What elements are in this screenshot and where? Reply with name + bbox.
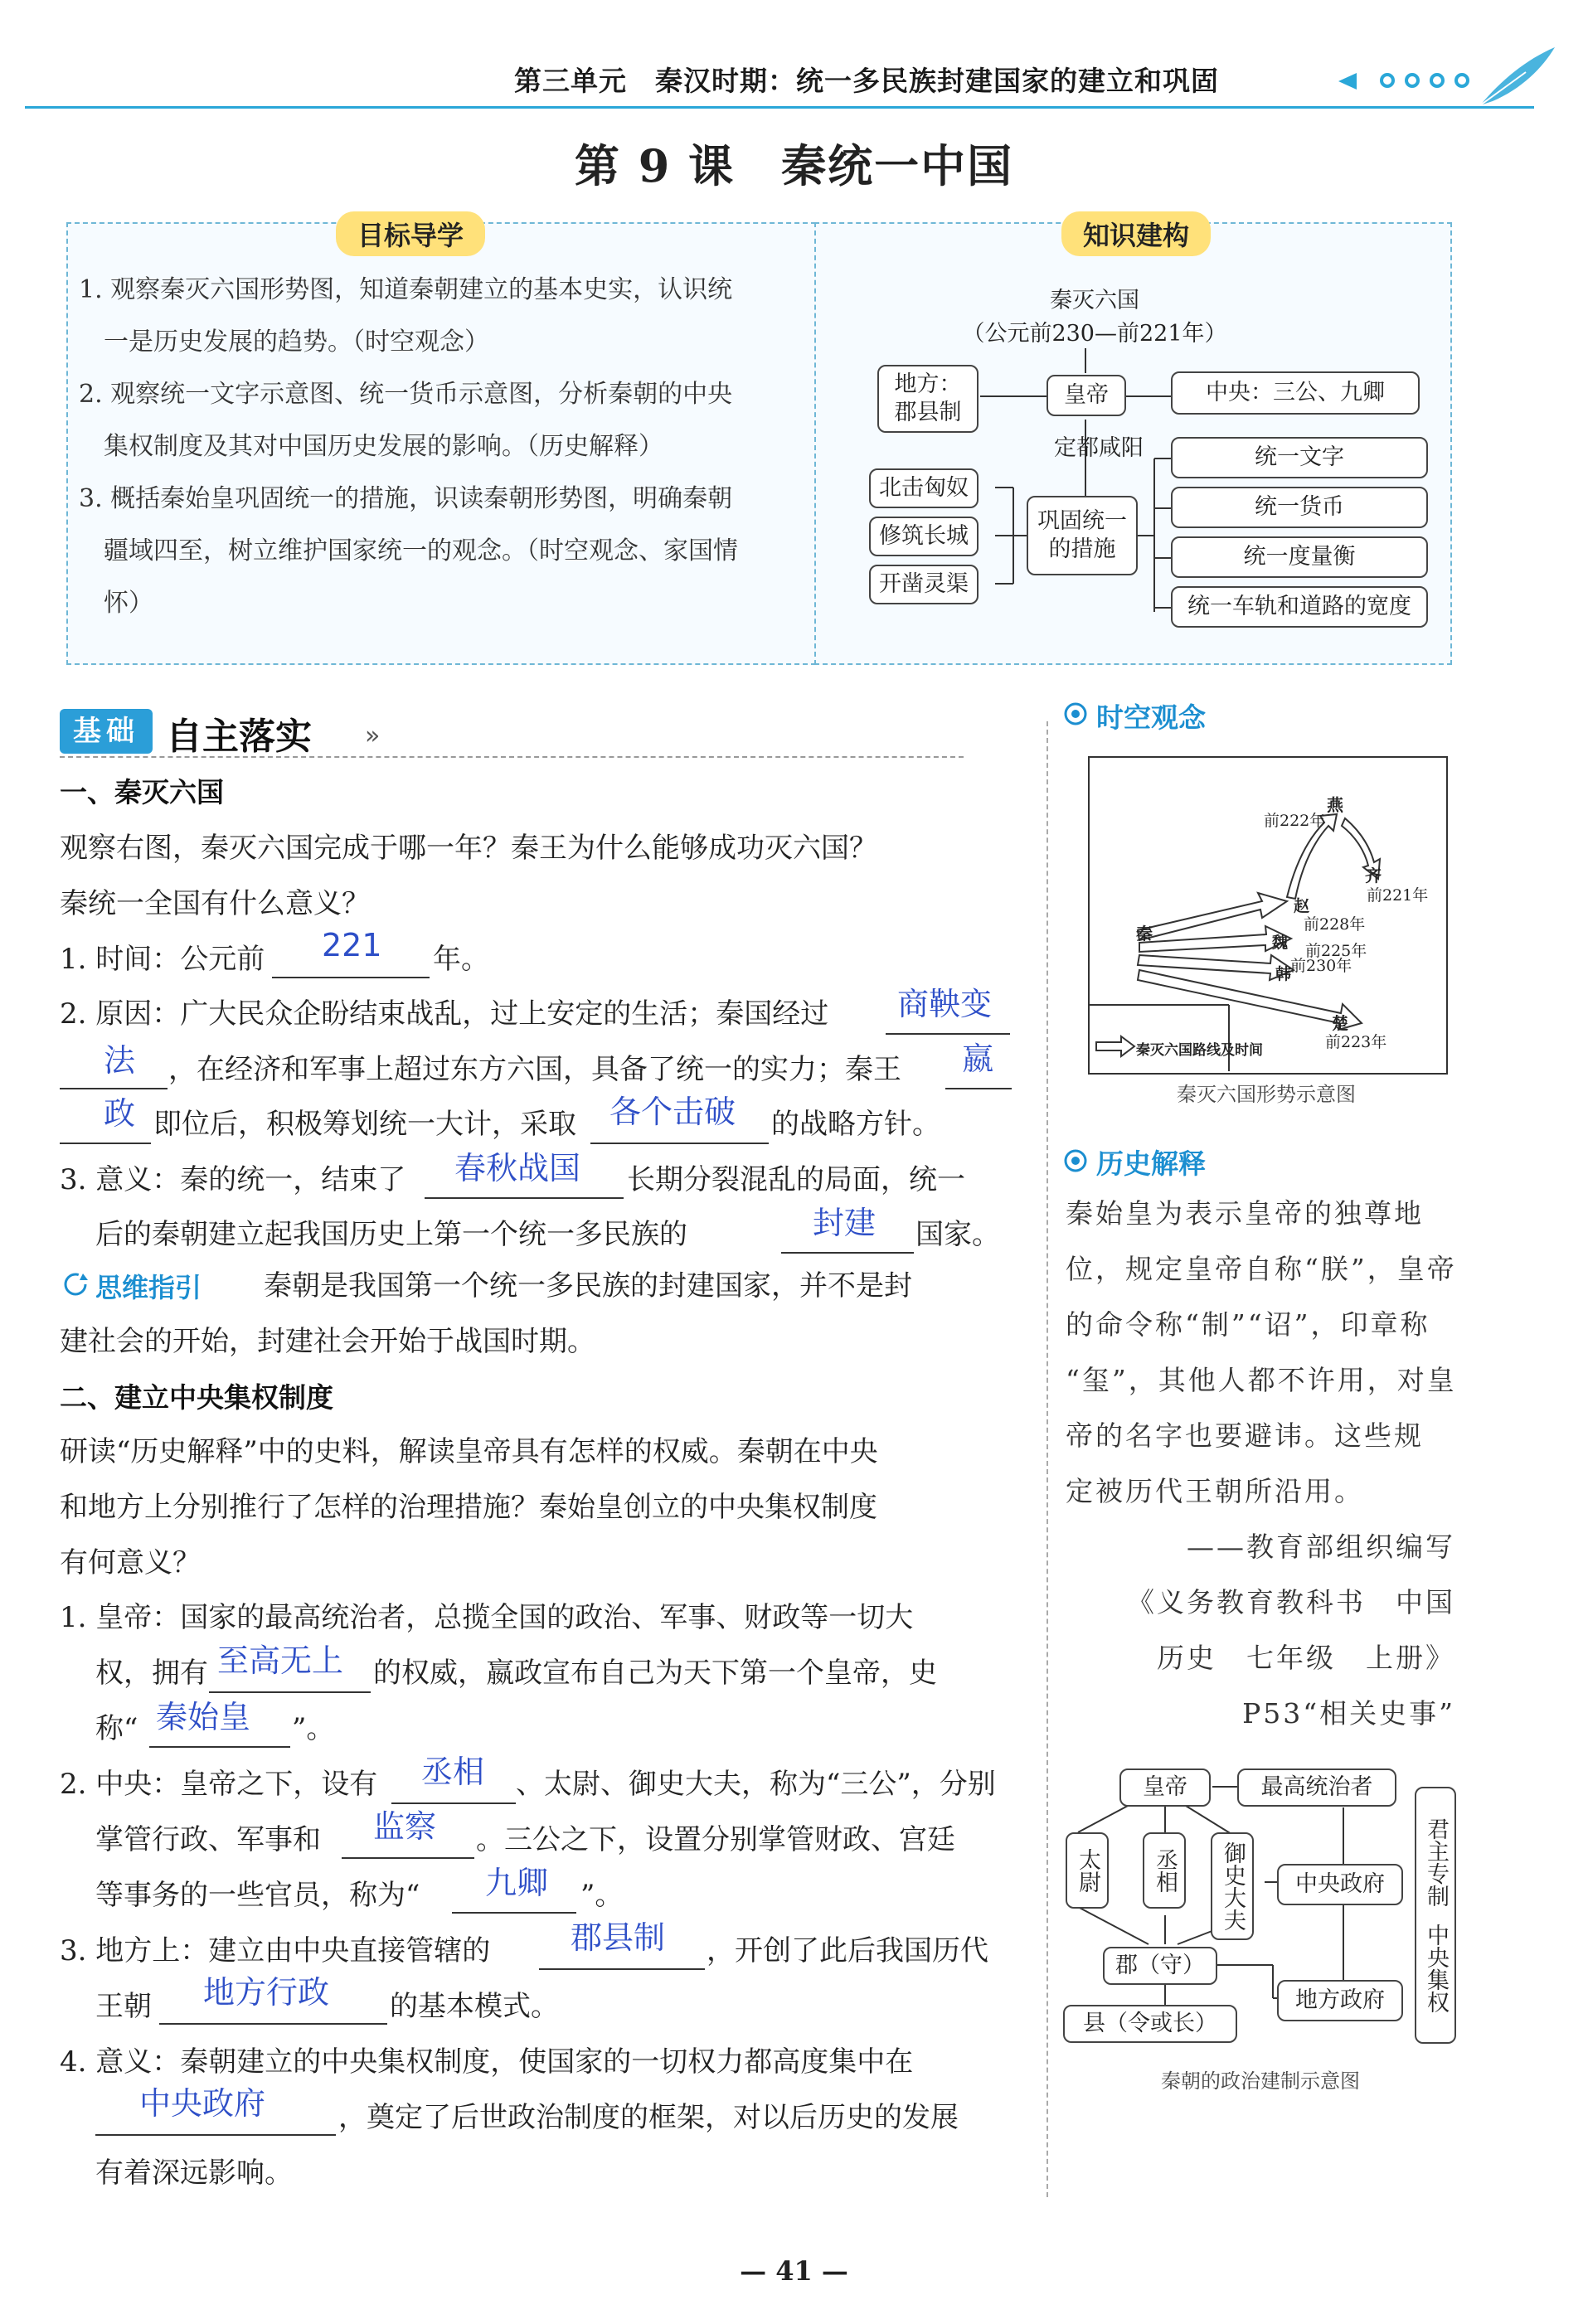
- quote-source: 历史 七年级 上册》: [1157, 1642, 1455, 1674]
- answer-line: [342, 1857, 474, 1859]
- objectives-line: 集权制度及其对中国历史发展的影响。（历史解释）: [104, 432, 663, 461]
- answer-significance-1: 春秋战国: [454, 1150, 581, 1186]
- local-text: 王朝: [95, 1990, 152, 2023]
- answer-line: [60, 1143, 151, 1144]
- chart-caption: 秦朝的政治建制示意图: [1161, 2069, 1360, 2093]
- answer-nine-ministers: 九卿: [485, 1865, 549, 1901]
- knowledge-local-label: 地方：: [894, 371, 962, 397]
- map-label: 前222年: [1264, 812, 1326, 830]
- emperor-text: 1. 皇帝：国家的最高统治者，总揽全国的政治、军事、财政等一切大: [60, 1601, 914, 1634]
- answer-line: [149, 1746, 290, 1748]
- knowledge-top-dates: （公元前230—前221年）: [962, 321, 1227, 347]
- quote-line: 定被历代王朝所沿用。: [1066, 1475, 1364, 1507]
- map-label: 前223年: [1325, 1033, 1387, 1051]
- meaning-text: 有着深远影响。: [95, 2157, 293, 2190]
- sidebar-heading-space-time: 时空观念: [1096, 701, 1206, 734]
- map-arrows: [1088, 756, 1445, 1071]
- map-label: 齐: [1365, 866, 1382, 885]
- header-dot-icon: [1380, 73, 1395, 88]
- answer-chancellor: 丞相: [421, 1754, 485, 1790]
- answer-emperor-title: 秦始皇: [156, 1699, 251, 1735]
- knowledge-left-item: 开凿灵渠: [869, 565, 979, 604]
- answer-reason-1b: 法: [104, 1042, 136, 1079]
- map-label: 楚: [1332, 1013, 1348, 1033]
- knowledge-left-item: 修筑长城: [869, 517, 979, 556]
- significance-text: 长期分裂混乱的局面，统一: [627, 1163, 965, 1196]
- section-rule: [60, 756, 964, 759]
- significance-text: 后的秦朝建立起我国历史上第一个统一多民族的: [95, 1218, 687, 1251]
- chart-autocracy: 君主专制: [1423, 1817, 1449, 1907]
- meaning-text: 4. 意义：秦朝建立的中央集权制度，使国家的一切权力都高度集中在: [60, 2045, 914, 2079]
- knowledge-local-value: 郡县制: [894, 400, 962, 425]
- knowledge-right-item: 统一货币: [1171, 487, 1428, 528]
- header-line: [25, 106, 1534, 109]
- section-title: 自主落实: [166, 716, 312, 758]
- emperor-text: ”。: [292, 1712, 335, 1745]
- header-dot-icon: [1430, 73, 1445, 88]
- map-legend: 秦灭六国路线及时间: [1136, 1042, 1263, 1059]
- objectives-label: 目标导学: [336, 211, 485, 256]
- page-number: — 41 —: [740, 2255, 848, 2287]
- quote-line: “玺”，其他人都不许用，对皇: [1066, 1364, 1457, 1396]
- chart-county: 县（令或长）: [1063, 2005, 1237, 2043]
- header-arrow-icon: [1345, 73, 1360, 88]
- local-text: 3. 地方上：建立由中央直接管辖的: [60, 1934, 491, 1967]
- tip-label: 思维指引: [95, 1272, 202, 1303]
- knowledge-consolidate-b: 的措施: [1048, 536, 1116, 562]
- answer-line: [425, 1197, 624, 1199]
- answer-line: [159, 2023, 387, 2025]
- significance-text: 国家。: [915, 1218, 1000, 1251]
- part2-heading: 二、建立中央集权制度: [60, 1381, 333, 1414]
- quote-line: 位，规定皇帝自称“朕”，皇帝: [1066, 1253, 1457, 1285]
- map-label: 前228年: [1304, 915, 1366, 934]
- part2-question: 有何意义？: [60, 1546, 201, 1579]
- knowledge-right-item: 统一度量衡: [1171, 536, 1428, 578]
- map-label: 前225年: [1305, 942, 1367, 960]
- objectives-line: 1. 观察秦灭六国形势图，知道秦朝建立的基本史实，认识统: [79, 275, 733, 304]
- part2-question: 和地方上分别推行了怎样的治理措施？秦始皇创立的中央集权制度: [60, 1491, 877, 1524]
- central-text: 2. 中央：皇帝之下，设有: [60, 1768, 378, 1801]
- emperor-text: 称“: [95, 1712, 138, 1745]
- answer-reason-3: 各个击破: [609, 1094, 736, 1130]
- cycle-icon: [61, 1270, 90, 1298]
- emperor-text: 的权威，嬴政宣布自己为天下第一个皇帝，史: [373, 1657, 937, 1690]
- time-text-end: 年。: [433, 943, 489, 976]
- part2-question: 研读“历史解释”中的史料，解读皇帝具有怎样的权威。秦朝在中央: [60, 1435, 878, 1468]
- chart-taiwei: 太尉: [1066, 1832, 1109, 1909]
- chart-censor: 御史大夫: [1211, 1832, 1254, 1940]
- knowledge-right-item: 统一车轨和道路的宽度: [1171, 586, 1428, 628]
- target-icon: [1063, 701, 1088, 726]
- time-text: 1. 时间：公元前: [60, 943, 265, 976]
- chart-central-gov: 中央政府: [1277, 1864, 1403, 1905]
- objectives-line: 2. 观察统一文字示意图、统一货币示意图，分析秦朝的中央: [79, 380, 733, 409]
- answer-line: [95, 2134, 336, 2136]
- chart-centralization: 中央集权: [1423, 1924, 1449, 2013]
- knowledge-top: 秦灭六国: [1050, 288, 1139, 313]
- central-text: 。三公之下，设置分别掌管财政、宫廷: [476, 1823, 955, 1856]
- local-text: ，开创了此后我国历代: [707, 1934, 988, 1967]
- part1-question: 观察右图，秦灭六国完成于哪一年？秦王为什么能够成功灭六国？: [60, 832, 877, 865]
- central-text: 、太尉、御史大夫，称为“三公”，分别: [516, 1768, 996, 1801]
- target-icon: [1063, 1148, 1088, 1173]
- quote-line: 帝的名字也要避讳。这些规: [1066, 1419, 1424, 1452]
- section-badge: 基础: [60, 709, 153, 754]
- tip-text: 秦朝是我国第一个统一多民族的封建国家，并不是封: [264, 1269, 912, 1303]
- sidebar-heading-interpretation: 历史解释: [1096, 1147, 1206, 1180]
- quote-source: ——教育部组织编写: [1187, 1531, 1455, 1563]
- knowledge-right-item: 统一文字: [1171, 437, 1428, 478]
- knowledge-left-item: 北击匈奴: [869, 468, 979, 508]
- map-label: 前221年: [1367, 886, 1429, 905]
- chart-supreme-ruler: 最高统治者: [1237, 1768, 1396, 1807]
- answer-central-gov: 中央政府: [139, 2085, 266, 2122]
- emperor-text: 权，拥有: [95, 1657, 208, 1690]
- sidebar-divider: [1047, 721, 1048, 2197]
- reason-text: 的战略方针。: [771, 1108, 940, 1141]
- reason-text: ，在经济和军事上超过东方六国，具备了统一的实力；秦王: [168, 1053, 901, 1086]
- knowledge-emperor: 皇帝: [1047, 375, 1126, 416]
- map-label: 赵: [1294, 897, 1310, 915]
- central-text: ”。: [580, 1879, 624, 1912]
- knowledge-consolidate: [1027, 496, 1138, 575]
- map-label: 燕: [1327, 795, 1343, 815]
- answer-reason-2a: 嬴: [962, 1041, 994, 1077]
- answer-line: [539, 1968, 705, 1970]
- map-label: 韩: [1275, 965, 1292, 983]
- quill-icon: [1476, 43, 1559, 109]
- header-dot-icon: [1405, 73, 1420, 88]
- meaning-text: ，奠定了后世政治制度的框架，对以后历史的发展: [338, 2101, 959, 2134]
- quote-source: P53“相关史事”: [1242, 1697, 1455, 1730]
- objectives-line: 3. 概括秦始皇巩固统一的措施，识读秦朝形势图，明确秦朝: [79, 484, 733, 513]
- quote-line: 秦始皇为表示皇帝的独尊地: [1066, 1197, 1424, 1230]
- lesson-title: 第 9 课 秦统一中国: [574, 139, 1014, 192]
- tip-text: 建社会的开始，封建社会开始于战国时期。: [60, 1325, 595, 1358]
- answer-line: [272, 977, 430, 978]
- answer-commandery: 郡县制: [571, 1919, 666, 1956]
- chart-local-gov: 地方政府: [1277, 1980, 1403, 2021]
- knowledge-capital: 定都咸阳: [1054, 435, 1144, 461]
- answer-line: [590, 1143, 769, 1144]
- knowledge-local: [877, 365, 979, 433]
- objectives-line: 一是历史发展的趋势。（时空观念）: [104, 327, 489, 357]
- local-text: 的基本模式。: [390, 1990, 559, 2023]
- chart-chancellor: 丞相: [1143, 1832, 1186, 1909]
- central-text: 等事务的一些官员，称为“: [95, 1879, 420, 1912]
- knowledge-label: 知识建构: [1061, 211, 1211, 256]
- central-text: 掌管行政、军事和: [95, 1823, 321, 1856]
- part1-heading: 一、秦灭六国: [60, 776, 224, 808]
- answer-emperor-authority: 至高无上: [217, 1642, 344, 1679]
- chart-emperor: 皇帝: [1119, 1768, 1211, 1807]
- objectives-line: 怀）: [104, 589, 153, 618]
- answer-local-admin: 地方行政: [203, 1974, 330, 2011]
- chart-autocracy-centralization: [1415, 1787, 1456, 2044]
- chart-commandery: 郡（守）: [1103, 1947, 1217, 1985]
- double-chevron-icon: »: [365, 721, 381, 750]
- map-label: 魏: [1272, 934, 1289, 952]
- knowledge-consolidate-a: 巩固统一: [1037, 508, 1127, 534]
- quote-line: 的命令称“制”“诏”，印章称: [1066, 1308, 1430, 1341]
- knowledge-central: 中央：三公、九卿: [1171, 371, 1420, 415]
- reason-text: 2. 原因：广大民众企盼结束战乱，过上安定的生活；秦国经过: [60, 997, 829, 1031]
- significance-text: 3. 意义：秦的统一，结束了: [60, 1163, 406, 1196]
- answer-time: 221: [322, 927, 382, 963]
- answer-supervision: 监察: [373, 1808, 437, 1845]
- part1-question: 秦统一全国有什么意义？: [60, 887, 370, 920]
- map-caption: 秦灭六国形势示意图: [1177, 1083, 1356, 1106]
- answer-significance-2: 封建: [813, 1205, 877, 1241]
- map-label: 秦: [1136, 924, 1153, 944]
- answer-line: [452, 1912, 576, 1914]
- header-dot-icon: [1454, 73, 1469, 88]
- objectives-line: 疆域四至，树立维护国家统一的观念。（时空观念、家国情: [104, 536, 738, 565]
- quote-source: 《义务教育教科书 中国: [1127, 1586, 1455, 1618]
- answer-line: [781, 1252, 914, 1254]
- answer-reason-2b: 政: [104, 1095, 136, 1132]
- map-label: 前230年: [1290, 957, 1352, 975]
- answer-reason-1a: 商鞅变: [897, 986, 993, 1022]
- reason-text: 即位后，积极筹划统一大计，采取: [153, 1108, 576, 1141]
- unit-header: 第三单元 秦汉时期：统一多民族封建国家的建立和巩固: [514, 65, 1219, 97]
- answer-line: [945, 1088, 1012, 1089]
